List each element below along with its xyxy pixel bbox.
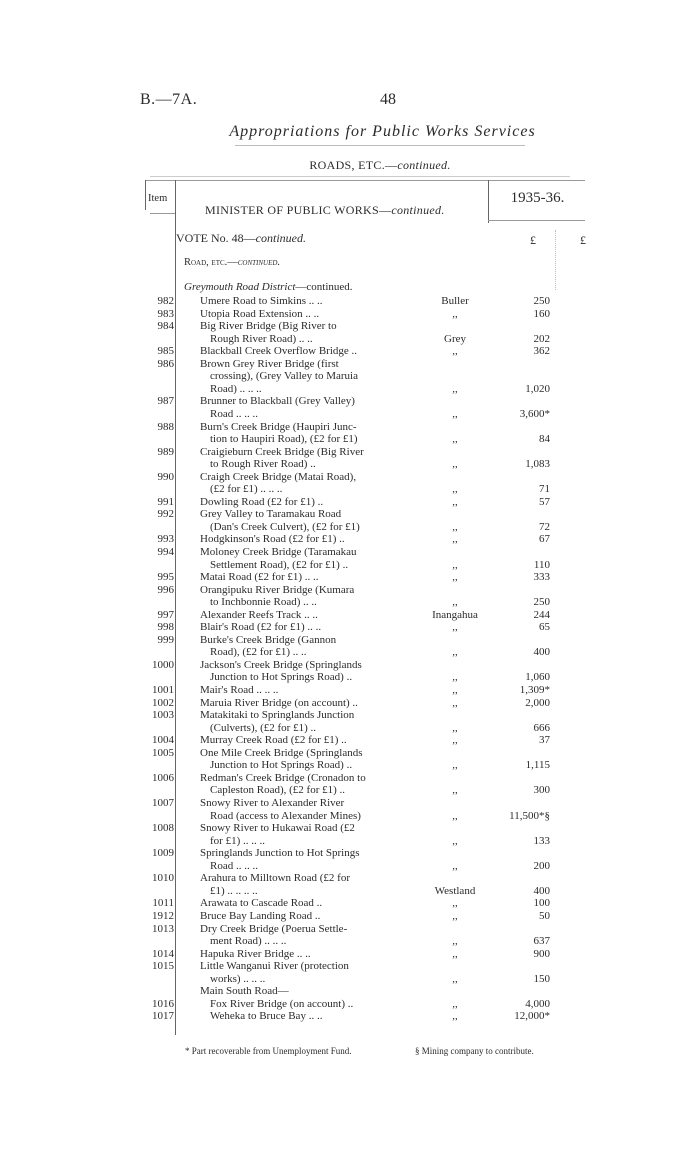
district-name: ,, (452, 407, 458, 420)
item-column-header: Item (148, 193, 168, 204)
item-description: Craigieburn Creek Bridge (Big River (200, 445, 364, 458)
item-number: 1007 (152, 797, 174, 809)
item-description: Jackson's Creek Bridge (Springlands (200, 658, 362, 671)
item-description: Big River Bridge (Big River to (200, 320, 337, 333)
district-name: ,, (452, 809, 458, 822)
item-number: 1006 (152, 771, 174, 784)
item-description: Snowy River to Alexander River (200, 797, 345, 809)
table-row (0, 847, 700, 872)
page-number: 48 (380, 91, 396, 108)
district-name: ,, (452, 571, 458, 584)
item-description: Main South Road— (200, 985, 289, 998)
table-row (0, 659, 700, 684)
table-row (0, 960, 700, 985)
amount: 11,500*§ (509, 809, 550, 822)
table-row (0, 872, 700, 897)
table-row (0, 634, 700, 659)
year-column-header: 1935-36. (510, 190, 565, 206)
item-description: Burke's Creek Bridge (Gannon (200, 633, 337, 646)
item-description: Snowy River to Hukawai Road (£2 (200, 822, 355, 835)
item-description: Road) .. .. .. (210, 382, 262, 395)
table-row (0, 446, 700, 471)
item-description: Road (access to Alexander Mines) (210, 809, 361, 822)
year-head-rule (488, 220, 585, 221)
vote-heading (176, 231, 306, 246)
road-italic: continued. (237, 257, 281, 268)
item-number: 988 (157, 420, 174, 433)
item-description: Junction to Hot Springs Road) .. (210, 671, 353, 684)
item-description: (£2 for £1) .. .. .. (210, 483, 283, 496)
pound-sign-column-2: £ (580, 233, 586, 247)
item-number: 991 (157, 495, 174, 508)
district-name: ,, (452, 997, 458, 1010)
district-name: ,, (452, 784, 458, 797)
item-number: 1001 (152, 684, 174, 697)
item-description: Matai Road (£2 for £1) .. .. (200, 571, 319, 584)
item-description: to Rough River Road) .. (210, 458, 316, 471)
item-number: 1004 (152, 734, 174, 747)
amount: 84 (539, 433, 550, 446)
table-row (0, 822, 700, 847)
item-head-rule (150, 213, 175, 214)
amount: 333 (533, 571, 550, 584)
amount: 37 (539, 734, 550, 747)
item-description: crossing), (Grey Valley to Maruia (210, 370, 358, 383)
item-number: 983 (157, 307, 174, 320)
amount: 250 (533, 596, 550, 609)
table-row (0, 533, 700, 546)
item-description: Road .. .. .. (210, 407, 258, 420)
item-number: 989 (157, 445, 174, 458)
district-name: Westland (434, 884, 476, 897)
item-description: Capleston Road), (£2 for £1) .. (210, 784, 346, 797)
item-description: Arahura to Milltown Road (£2 for (200, 872, 350, 885)
table-row (0, 985, 700, 998)
table-row (0, 546, 700, 571)
table-row (0, 797, 700, 822)
item-description: Settlement Road), (£2 for £1) .. (210, 558, 349, 571)
amount: 72 (539, 520, 550, 533)
table-row (0, 584, 700, 609)
item-number: 1009 (152, 847, 174, 860)
item-description: to Inchbonnie Road) .. .. (210, 596, 317, 609)
amount: 57 (539, 495, 550, 508)
district-name: ,, (452, 859, 458, 872)
table-row (0, 621, 700, 634)
amount: 1,309* (519, 684, 550, 697)
table-row (0, 421, 700, 446)
item-description: Road), (£2 for £1) .. .. (210, 646, 307, 659)
amount: 65 (539, 621, 550, 634)
item-description: One Mile Creek Bridge (Springlands (200, 746, 363, 759)
item-number: 1003 (152, 709, 174, 722)
table-row (0, 508, 700, 533)
district-name: ,, (452, 909, 458, 922)
table-row (0, 345, 700, 358)
amount: 1,083 (525, 458, 550, 471)
amount-column-divider (555, 230, 556, 290)
district-name: ,, (452, 307, 458, 320)
district-name: ,, (452, 834, 458, 847)
table-row (0, 998, 700, 1011)
amount: 110 (533, 558, 550, 571)
pound-sign-column-1: £ (530, 233, 536, 247)
item-description: £1) .. .. .. .. (210, 884, 258, 897)
document-reference: B.—7A. (140, 91, 198, 108)
item-description: Brunner to Blackball (Grey Valley) (200, 395, 355, 408)
district-name: ,, (452, 345, 458, 358)
amount: 244 (533, 608, 550, 621)
item-number: 996 (157, 583, 174, 596)
district-name: ,, (452, 483, 458, 496)
title-rule (235, 145, 525, 146)
item-number: 1002 (152, 696, 174, 709)
item-description: tion to Haupiri Road), (£2 for £1) (210, 433, 358, 446)
subtitle-rule (150, 176, 570, 177)
table-left-edge (145, 180, 146, 210)
table-row (0, 609, 700, 622)
minister-italic: continued. (391, 203, 445, 217)
item-description: Arawata to Cascade Road .. (200, 897, 323, 910)
district-name: ,, (452, 721, 458, 734)
item-description: Grey Valley to Taramakau Road (200, 508, 342, 521)
item-description: (Dan's Creek Culvert), (£2 for £1) (210, 520, 360, 533)
district-name: ,, (452, 1010, 458, 1023)
item-description: Junction to Hot Springs Road) .. (210, 759, 353, 772)
table-row (0, 747, 700, 772)
table-row (0, 471, 700, 496)
amount: 666 (533, 721, 550, 734)
item-description: Moloney Creek Bridge (Taramakau (200, 546, 357, 558)
item-description: Alexander Reefs Track .. .. (200, 608, 318, 621)
item-number: 999 (157, 633, 174, 646)
amount: 1,060 (525, 671, 550, 684)
district-name: ,, (452, 596, 458, 609)
district-name: Inangahua (432, 608, 478, 621)
table-row (0, 948, 700, 961)
district-name: ,, (452, 947, 458, 960)
district-name: ,, (452, 696, 458, 709)
amount: 362 (533, 345, 550, 358)
item-number: 995 (157, 571, 174, 584)
item-number: 1013 (152, 922, 174, 935)
table-row (0, 571, 700, 584)
item-description: Umere Road to Simkins .. .. (200, 295, 323, 307)
table-row (0, 295, 700, 308)
district-name: ,, (452, 684, 458, 697)
item-number: 1008 (152, 822, 174, 835)
footnote-mining: § Mining company to contribute. (415, 1046, 534, 1056)
table-row (0, 1010, 700, 1023)
district-name: ,, (452, 734, 458, 747)
page-title: Appropriations for Public Works Services (229, 123, 536, 140)
item-description: (Culverts), (£2 for £1) .. (210, 721, 317, 734)
item-number: 1010 (152, 872, 174, 885)
item-description: Weheka to Bruce Bay .. .. (210, 1010, 323, 1023)
amount: 202 (533, 332, 550, 345)
amount: 1,020 (525, 382, 550, 395)
item-number: 1015 (152, 960, 174, 973)
item-number: 1011 (152, 897, 174, 910)
item-description: Springlands Junction to Hot Springs (200, 847, 360, 860)
district-name: ,, (452, 935, 458, 948)
amount: 160 (533, 307, 550, 320)
item-description: Burn's Creek Bridge (Haupiri Junc- (200, 420, 357, 433)
amount: 400 (533, 646, 550, 659)
district-name: ,, (452, 621, 458, 634)
item-description: Redman's Creek Bridge (Cronadon to (200, 771, 366, 784)
district-heading (184, 281, 353, 293)
amount: 67 (539, 533, 550, 546)
amount: 200 (533, 859, 550, 872)
amount: 133 (533, 834, 550, 847)
district-name: ,, (452, 495, 458, 508)
item-description: Maruia River Bridge (on account) .. (200, 696, 358, 709)
table-row (0, 697, 700, 710)
table-row (0, 709, 700, 734)
item-description: Blackball Creek Overflow Bridge .. (200, 345, 358, 358)
item-number: 985 (157, 345, 174, 358)
amount: 150 (533, 972, 550, 985)
year-column-divider (488, 180, 489, 223)
district-name: ,, (452, 433, 458, 446)
subtitle-main: ROADS, ETC.— (309, 158, 398, 172)
item-description: Mair's Road .. .. .. (200, 684, 279, 697)
table-row (0, 684, 700, 697)
amount: 1,115 (525, 759, 550, 772)
item-description: ment Road) .. .. .. (210, 935, 287, 948)
table-row (0, 910, 700, 923)
item-description: Blair's Road (£2 for £1) .. .. (200, 621, 322, 634)
item-number: 992 (157, 508, 174, 521)
district-name: Grey (444, 332, 466, 345)
table-row (0, 308, 700, 321)
table-top-rule (145, 180, 585, 181)
item-description: Dry Creek Bridge (Poerua Settle- (200, 922, 348, 935)
subtitle-italic: continued. (397, 158, 451, 172)
section-subtitle (0, 158, 700, 173)
item-description: Orangipuku River Bridge (Kumara (200, 583, 355, 596)
item-number: 990 (157, 470, 174, 483)
item-description: Hapuka River Bridge .. .. (200, 947, 311, 960)
item-description: Fox River Bridge (on account) .. (210, 997, 354, 1010)
item-description: for £1) .. .. .. (210, 834, 265, 847)
item-number: 986 (157, 357, 174, 370)
district-name: Buller (441, 295, 469, 307)
item-number: 994 (157, 546, 174, 558)
item-number: 1016 (152, 997, 174, 1010)
item-description: Dowling Road (£2 for £1) .. (200, 495, 324, 508)
district-name: ,, (452, 520, 458, 533)
amount: 71 (539, 483, 550, 496)
district-name: ,, (452, 671, 458, 684)
item-number: 1005 (152, 746, 174, 759)
item-number: 987 (157, 395, 174, 408)
district-name: ,, (452, 558, 458, 571)
amount: 2,000 (525, 696, 550, 709)
item-number: 982 (157, 295, 174, 307)
amount: 900 (533, 947, 550, 960)
item-description: works) .. .. .. (210, 972, 266, 985)
table-row (0, 320, 700, 345)
footnote-unemployment: * Part recoverable from Unemployment Fund. (185, 1046, 352, 1056)
item-number: 1014 (152, 947, 174, 960)
item-number: 993 (157, 533, 174, 546)
district-name: ,, (452, 897, 458, 910)
table-row (0, 395, 700, 420)
item-description: Matakitaki to Springlands Junction (200, 709, 355, 722)
amount: 3,600* (519, 407, 550, 420)
item-description: Murray Creek Road (£2 for £1) .. (200, 734, 347, 747)
vote-main: VOTE No. 48— (176, 231, 256, 245)
district-name: ,, (452, 458, 458, 471)
amount: 50 (539, 909, 550, 922)
table-row (0, 897, 700, 910)
district-name: ,, (452, 533, 458, 546)
district-name: ,, (452, 382, 458, 395)
amount: 300 (533, 784, 550, 797)
item-number: 997 (157, 608, 174, 621)
vote-italic: continued. (255, 231, 306, 245)
item-description: Hodgkinson's Road (£2 for £1) .. (200, 533, 345, 546)
item-description: Road .. .. .. (210, 859, 258, 872)
table-row (0, 358, 700, 396)
table-row (0, 923, 700, 948)
road-main: Road, etc.— (184, 257, 238, 268)
item-number: 1000 (152, 658, 174, 671)
road-heading (184, 257, 280, 268)
amount: 400 (533, 884, 550, 897)
item-number: 1912 (152, 909, 174, 922)
item-description: Rough River Road) .. .. (210, 332, 313, 345)
table-row (0, 496, 700, 509)
minister-heading (205, 203, 445, 218)
item-description: Bruce Bay Landing Road .. (200, 909, 321, 922)
item-description: Craigh Creek Bridge (Matai Road), (200, 470, 357, 483)
amount: 4,000 (525, 997, 550, 1010)
district-name: ,, (452, 972, 458, 985)
district-name: ,, (452, 646, 458, 659)
item-number: 1017 (152, 1010, 174, 1023)
amount: 12,000* (514, 1010, 550, 1023)
item-description: Brown Grey River Bridge (first (200, 357, 339, 370)
item-number: 998 (157, 621, 174, 634)
table-row (0, 734, 700, 747)
amount: 100 (533, 897, 550, 910)
item-description: Utopia Road Extension .. .. (200, 307, 320, 320)
item-description: Little Wanganui River (protection (200, 960, 349, 973)
amount: 637 (533, 935, 550, 948)
item-number: 984 (157, 320, 174, 333)
district-italic: Greymouth Road District (184, 281, 296, 293)
table-row (0, 772, 700, 797)
district-main: —continued. (295, 281, 353, 293)
minister-main: MINISTER OF PUBLIC WORKS— (205, 203, 392, 217)
amount: 250 (533, 295, 550, 307)
district-name: ,, (452, 759, 458, 772)
